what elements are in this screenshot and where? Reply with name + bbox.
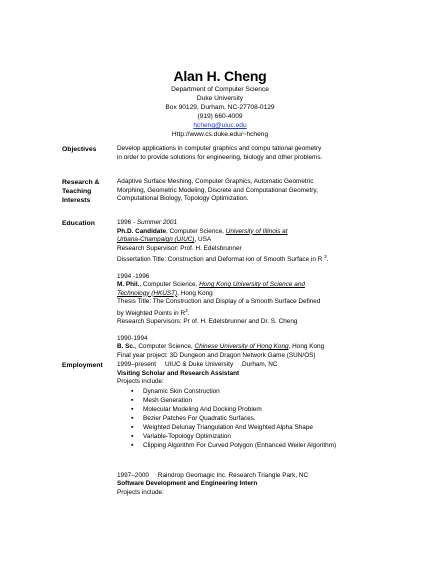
job1-project-list bbox=[117, 387, 387, 450]
objectives-line: Develop applications in computer graphics and compu tational geometry bbox=[117, 145, 322, 152]
project-item: ▪ Molecular Modeling And Docking Problem bbox=[131, 405, 387, 414]
job2-header: 1997–2000 Raindrop Geomagic Inc. Research Triangle Park, NC bbox=[117, 471, 309, 479]
job2-projects-label: Projects include: bbox=[117, 488, 164, 496]
mphil-thesis-end: . bbox=[187, 309, 190, 317]
phd-dates-start: 1996 - bbox=[117, 219, 137, 226]
education-entries bbox=[117, 219, 387, 360]
project-item: ▪ Clipping Algorithm For Curved Polygon (Enhanced Weiler Algorithm) bbox=[131, 441, 387, 450]
job-entry-1 bbox=[117, 361, 387, 450]
job1-header: 1999–present UIUC & Duke University Durham, NC bbox=[117, 361, 278, 368]
mphil-degree: M. Phil. bbox=[117, 281, 140, 289]
phd-dissertation-sup: 3 bbox=[324, 254, 327, 259]
employment-entries bbox=[117, 361, 387, 497]
mphil-thesis-cont: by Weighted Points in R bbox=[117, 309, 186, 317]
job2-title: Software Development and Engineering Intern bbox=[117, 480, 258, 487]
resume-header bbox=[0, 68, 440, 139]
bsc-dates: 1990-1994 bbox=[117, 334, 148, 342]
project-item: ▪ Variable-Topology Optimization bbox=[131, 432, 387, 441]
objectives-text bbox=[117, 145, 387, 162]
bsc-degree: B. Sc. bbox=[117, 343, 135, 351]
mphil-dates: 1994 -1996 bbox=[117, 272, 150, 280]
email-link[interactable]: hcheng@uiuc.edu bbox=[193, 122, 247, 129]
phone-number: (919) 660-4009 bbox=[197, 113, 243, 120]
mailing-address: Box 90129, Durham, NC-27708-0129 bbox=[165, 104, 275, 111]
mphil-thesis-sup: 3 bbox=[185, 307, 188, 313]
phd-supervisor: Research Supervisor: Prof. H. Edelsbrunner bbox=[117, 244, 242, 252]
mphil-field: , Computer Science, bbox=[139, 281, 200, 289]
research-label bbox=[62, 178, 114, 205]
project-item: ▪ Weighted Delunay Triangulation And Weighted Alpha Shape bbox=[131, 423, 387, 432]
mphil-entry bbox=[117, 273, 387, 327]
research-label-line: Interests bbox=[62, 197, 91, 204]
research-line: Computational Biology, Topology Optimization. bbox=[117, 195, 249, 202]
bsc-location: , Hong Kong bbox=[288, 343, 325, 351]
mphil-school-link[interactable]: Technology (HKUST) bbox=[117, 289, 178, 297]
candidate-name: Alan H. Cheng bbox=[173, 68, 267, 84]
phd-dates-end: Summer 2001 bbox=[136, 219, 178, 226]
phd-school-link[interactable]: University of Illinois at bbox=[225, 227, 288, 235]
research-label-line: Research & bbox=[62, 179, 100, 186]
bsc-field: , Computer Science, bbox=[134, 343, 195, 351]
education-label: Education bbox=[62, 220, 95, 227]
research-label-line: Teaching bbox=[62, 188, 92, 195]
research-line: Morphing, Geometric Modeling, Discrete and Computational Geometry, bbox=[117, 186, 318, 194]
department: Department of Computer Science bbox=[171, 86, 269, 93]
project-item: ▪ Bezier Patches For Quadratic Surfaces. bbox=[131, 414, 387, 423]
bsc-project: Final year project: 3D Dungeon and Dragon Network Game (SUN/OS) bbox=[117, 351, 316, 359]
university: Duke University bbox=[196, 95, 244, 102]
project-item: ▪ Mesh Generation bbox=[131, 396, 387, 405]
phd-location: , USA bbox=[194, 236, 212, 243]
job1-title: Visiting Scholar and Research Assistant bbox=[117, 369, 240, 377]
job1-projects-label: Projects include: bbox=[117, 378, 164, 385]
phd-dissertation: Dissertation Title: Construction and Deformat ion of Smooth Surface in R bbox=[117, 256, 323, 264]
employment-label: Employment bbox=[62, 362, 103, 369]
mphil-location: , Hong Kong bbox=[177, 289, 213, 297]
project-item: ▪ Dynamic Skin Construction bbox=[131, 387, 387, 396]
objectives-label: Objectives bbox=[62, 146, 97, 153]
objectives-line: in order to provide solutions for engineering, biology and other problems. bbox=[117, 153, 323, 161]
phd-school-link[interactable]: Urbana-Champaign (UIUC) bbox=[117, 236, 195, 243]
mphil-school-link[interactable]: Hong Kong University of Science and bbox=[199, 281, 305, 289]
research-text bbox=[117, 178, 387, 204]
research-line: Adaptive Surface Meshing, Computer Graphics, Automatic Geometric bbox=[117, 178, 314, 185]
job-entry-2 bbox=[117, 472, 387, 498]
website: Http://www.cs.duke.edu/~hcheng bbox=[171, 131, 269, 138]
phd-entry bbox=[117, 219, 387, 265]
mphil-supervisors: Research Supervisors: Pr of. H. Edelsbrunner and Dr. S. Cheng bbox=[117, 318, 298, 326]
mphil-thesis: Thesis Title: The Construction and Display of a Smooth Surface Defined bbox=[117, 298, 321, 306]
phd-field: , Computer Science, bbox=[166, 227, 226, 235]
phd-degree: Ph.D. Candidate bbox=[117, 227, 167, 235]
phd-dissertation-end: . bbox=[326, 256, 329, 264]
bsc-school-link[interactable]: Chinese University of Hong Kong bbox=[194, 343, 289, 351]
bsc-entry bbox=[117, 335, 387, 361]
